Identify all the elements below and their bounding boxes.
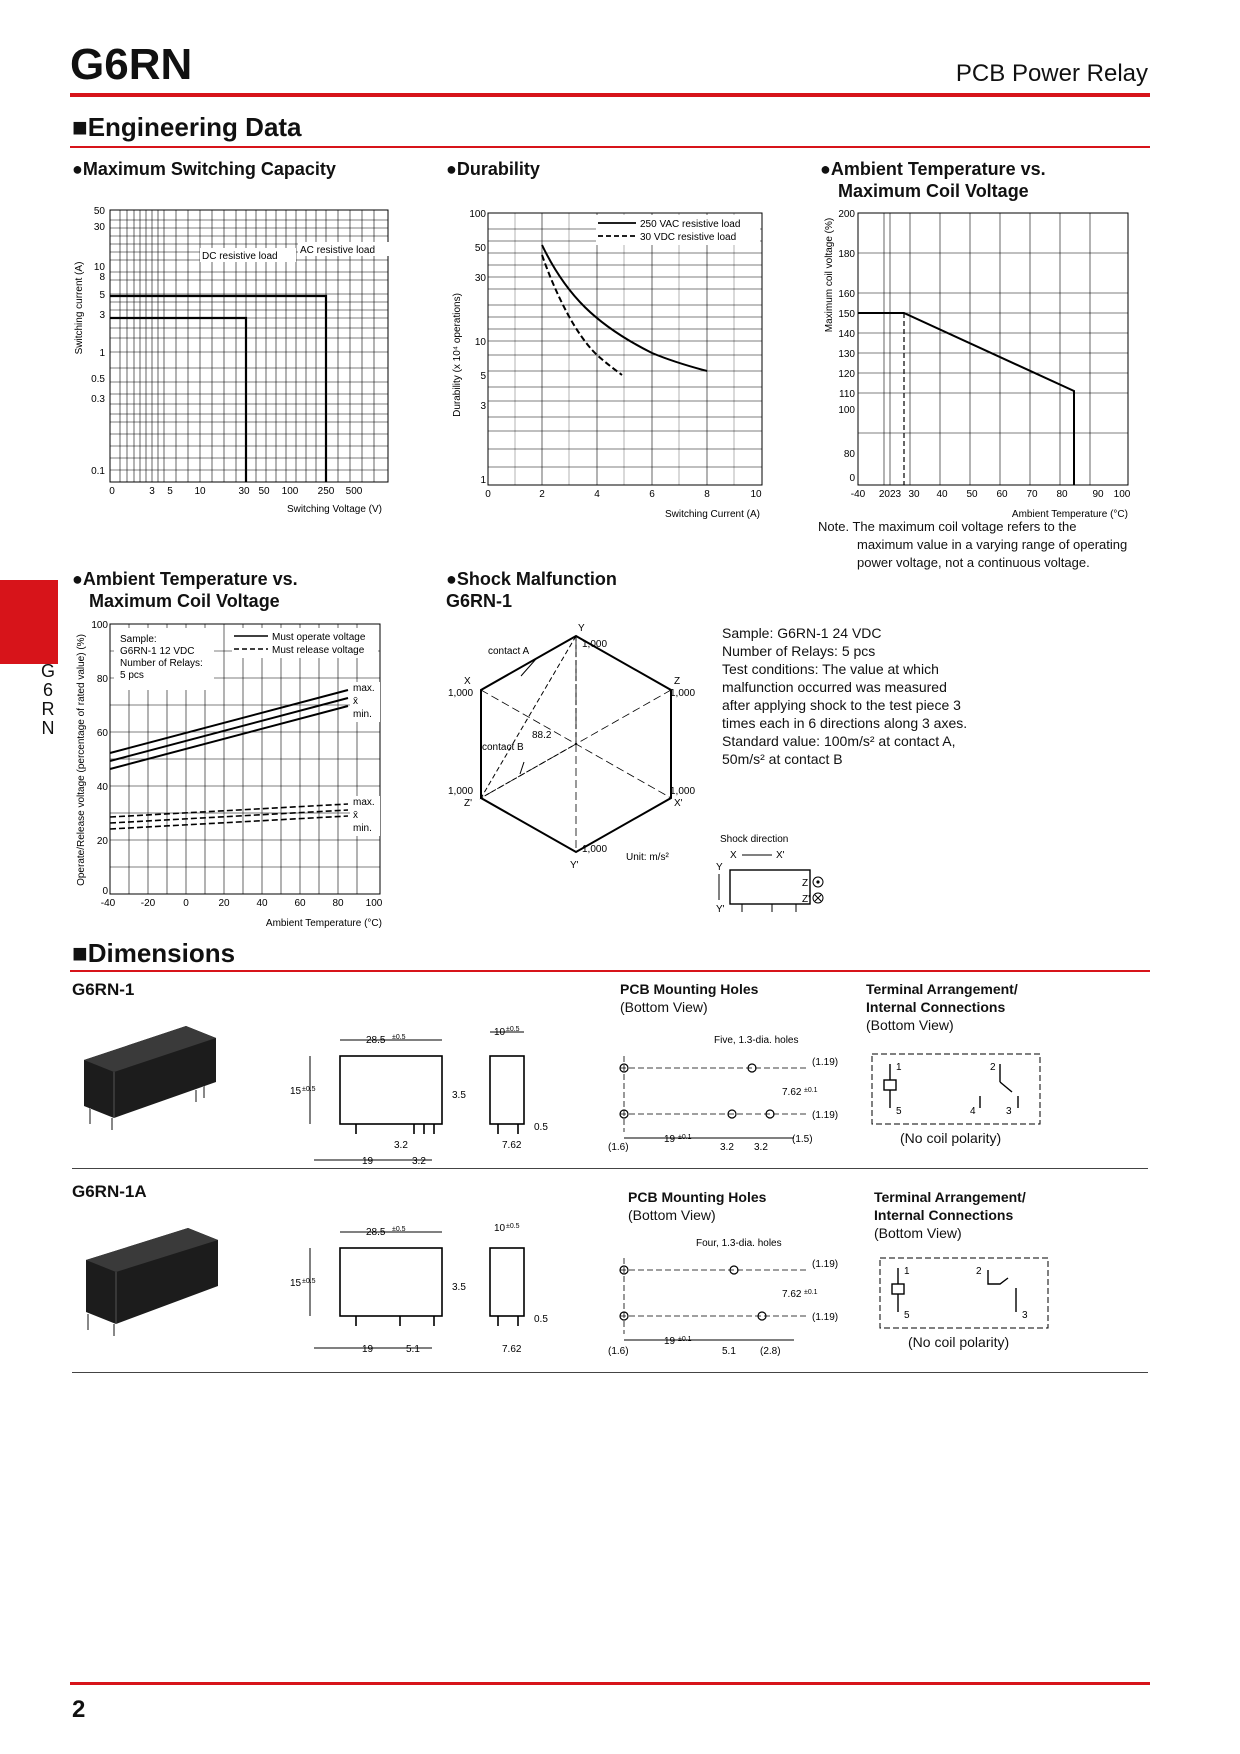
- x-tick: 60: [294, 898, 306, 909]
- side-tab-letters: [38, 662, 58, 738]
- x-ticks: [851, 489, 1131, 500]
- y-ticks: [91, 620, 108, 897]
- y-tick: 60: [96, 728, 108, 739]
- operate-lines: [110, 690, 348, 769]
- g6rn1a-pcb-title: [628, 1188, 766, 1224]
- g6rn1-photo: [76, 1020, 226, 1130]
- pcb-title: PCB Mounting Holes: [628, 1189, 767, 1205]
- axis-z: Z: [674, 676, 681, 687]
- y-tick: 1: [99, 348, 105, 359]
- y-tick: 80: [843, 449, 855, 460]
- x-label: Ambient Temperature (°C): [265, 918, 382, 929]
- pin-2: 2: [976, 1266, 982, 1277]
- ambient1-title: [820, 158, 1046, 202]
- dim-tol: ±0.5: [506, 1223, 520, 1230]
- rel-max: max.: [353, 797, 375, 808]
- dim-tol: ±0.5: [506, 1026, 520, 1033]
- y-tick: 3: [480, 401, 486, 412]
- y-tick: 160: [838, 289, 855, 300]
- ambient2-chart: [72, 620, 402, 940]
- y-tick: 110: [839, 389, 855, 400]
- op-max: max.: [353, 683, 375, 694]
- x-tick: 40: [936, 489, 948, 500]
- dim-19: 19: [664, 1134, 676, 1145]
- unit-label: Unit: m/s²: [626, 852, 669, 863]
- g6rn1a-terminal-diagram: [876, 1254, 1056, 1334]
- capacity-curves: [110, 296, 326, 482]
- shock-diagram: [446, 614, 716, 884]
- axis-y: Y: [578, 623, 585, 634]
- desc-line: times each in 6 directions along 3 axes.: [722, 715, 968, 731]
- x-tick: 250: [317, 486, 335, 497]
- pcb-title: PCB Mounting Holes: [620, 981, 759, 997]
- relay-side-view: [340, 1056, 442, 1124]
- sample-line: Sample:: [120, 634, 157, 645]
- x-tick: 10: [194, 486, 206, 497]
- g6rn1a-photo: [80, 1224, 230, 1336]
- term-sub: (Bottom View): [866, 1017, 954, 1033]
- y-tick: 180: [838, 249, 855, 260]
- pin-4: 4: [970, 1106, 976, 1117]
- x-tick: 100: [281, 486, 299, 497]
- grid: [488, 213, 762, 485]
- dim-762: 7.62: [502, 1344, 522, 1355]
- dim-height: 15: [290, 1278, 302, 1289]
- dim-19: 19: [664, 1336, 676, 1347]
- header-rule: [70, 93, 1150, 97]
- ambient2-title: [72, 568, 298, 612]
- shock-title: [446, 568, 617, 612]
- dim-width: 10: [494, 1223, 506, 1234]
- ambient1-chart: [818, 205, 1148, 521]
- note-line: The maximum coil voltage refers to the: [852, 519, 1077, 534]
- y-tick: 0.5: [91, 374, 105, 385]
- x-tick: 8: [704, 489, 710, 500]
- axis-x: X: [464, 676, 471, 687]
- dim-51: 5.1: [722, 1346, 736, 1357]
- dim-width: 10: [494, 1027, 506, 1038]
- contact-b: contact B: [482, 742, 524, 753]
- pin-3: 3: [1022, 1310, 1028, 1321]
- x-tick: 2023: [878, 489, 902, 500]
- y-tick: 100: [838, 405, 855, 416]
- value-88: 88.2: [532, 730, 552, 741]
- dim-tol01: ±0.1: [678, 1134, 692, 1141]
- model-title: G6RN: [70, 40, 193, 89]
- legend-release: Must release voltage: [272, 645, 365, 656]
- relay-end-view: [490, 1056, 524, 1124]
- dim-119-top: (1.19): [812, 1259, 838, 1270]
- ac-label: AC resistive load: [300, 245, 376, 256]
- ambient1-title-line2: Maximum Coil Voltage: [838, 181, 1029, 201]
- holes-note: Five, 1.3-dia. holes: [714, 1035, 799, 1046]
- legend-30vdc: 30 VDC resistive load: [640, 232, 737, 243]
- g6rn1a-pcb-holes: [608, 1236, 838, 1362]
- holes-note: Four, 1.3-dia. holes: [696, 1238, 782, 1249]
- pin-2: 2: [990, 1062, 996, 1073]
- x-tick: 5: [167, 486, 173, 497]
- sample-line: 5 pcs: [120, 670, 144, 681]
- dim-51: 5.1: [406, 1344, 420, 1355]
- x-tick: 4: [594, 489, 600, 500]
- op-min: min.: [353, 709, 372, 720]
- g6rn1-dimension-drawing: [290, 1018, 590, 1168]
- sample-line: Number of Relays:: [120, 658, 203, 669]
- max-switching-chart: [72, 198, 402, 518]
- pin-5: 5: [896, 1106, 902, 1117]
- y-tick: 30: [93, 222, 105, 233]
- rel-min: min.: [353, 823, 372, 834]
- y-tick: 100: [91, 620, 108, 631]
- x-ticks: [485, 489, 762, 500]
- shock-title-line1: ●Shock Malfunction: [446, 569, 617, 589]
- dim-05: 0.5: [534, 1122, 548, 1133]
- dir-z: Z: [802, 878, 809, 889]
- y-ticks: [91, 206, 105, 477]
- side-tab-letter: R: [41, 699, 55, 719]
- y-tick: 8: [99, 272, 105, 283]
- term-sub: (Bottom View): [874, 1225, 962, 1241]
- dimensions-rule: [70, 970, 1150, 972]
- x-tick: 30: [908, 489, 920, 500]
- rel-avg: x̄: [353, 810, 358, 821]
- g6rn1a-polarity: (No coil polarity): [908, 1334, 1010, 1350]
- x-tick: 10: [750, 489, 762, 500]
- op-avg: x̄: [353, 696, 358, 707]
- x-tick: 100: [1113, 489, 1131, 500]
- desc-line: Number of Relays: 5 pcs: [722, 643, 876, 659]
- x-ticks: [109, 486, 363, 497]
- desc-line: malfunction occurred was measured: [722, 679, 947, 695]
- y-tick: 5: [480, 371, 486, 382]
- dir-y: Y: [716, 862, 723, 873]
- voltage-curve: [858, 313, 1074, 485]
- release-lines: [110, 804, 348, 829]
- note-label: Note.: [818, 519, 850, 534]
- product-title: PCB Power Relay: [955, 60, 1148, 87]
- y-tick: 5: [99, 290, 105, 301]
- y-tick: 200: [838, 209, 855, 220]
- pin-3: 3: [1006, 1106, 1012, 1117]
- dim-tol: ±0.5: [302, 1086, 316, 1093]
- y-label: Switching current (A): [74, 261, 85, 355]
- curve-250vac: [542, 245, 707, 371]
- dim-19: 19: [362, 1156, 374, 1167]
- engineering-rule: [70, 146, 1150, 148]
- pin-1: 1: [896, 1062, 902, 1073]
- dim-height: 15: [290, 1086, 302, 1097]
- x-tick: 80: [1056, 489, 1068, 500]
- dim-16: (1.6): [608, 1142, 629, 1153]
- pin-1: 1: [904, 1266, 910, 1277]
- x-tick: 0: [183, 898, 189, 909]
- side-tab-letter: G: [40, 661, 55, 681]
- g6rn1-pcb-holes: [608, 1032, 838, 1160]
- g6rn1a-dimension-drawing: [290, 1220, 590, 1360]
- y-tick: 80: [96, 674, 108, 685]
- axis-z2: Z': [464, 798, 473, 809]
- side-tab-letter: 6: [42, 680, 53, 700]
- term-title2: Internal Connections: [874, 1207, 1014, 1223]
- desc-line: after applying shock to the test piece 3: [722, 697, 961, 713]
- dir-x2: X': [776, 850, 785, 861]
- g6rn1a-terminal-title: [874, 1188, 1026, 1242]
- x-tick: -40: [100, 898, 116, 909]
- y-tick: 0.1: [91, 466, 105, 477]
- x-tick: 50: [258, 486, 270, 497]
- x-tick: 2: [539, 489, 545, 500]
- dim-119-top: (1.19): [812, 1057, 838, 1068]
- legend-operate: Must operate voltage: [272, 632, 366, 643]
- dir-y2: Y': [716, 904, 725, 915]
- g6rn1-terminal-diagram: [868, 1050, 1048, 1130]
- x-tick: 80: [332, 898, 344, 909]
- val-1000-lower-right: 1,000: [670, 786, 696, 797]
- dim-tol: ±0.5: [392, 1034, 406, 1041]
- dim-length: 28.5: [366, 1035, 386, 1046]
- y-tick: 140: [838, 329, 855, 340]
- x-tick: 30: [238, 486, 250, 497]
- desc-line: 50m/s² at contact B: [722, 751, 843, 767]
- dim-pin: 3.5: [452, 1282, 466, 1293]
- x-tick: 60: [996, 489, 1008, 500]
- y-ticks: [469, 209, 486, 486]
- term-title1: Terminal Arrangement/: [874, 1189, 1026, 1205]
- val-1000-bottom: 1,000: [582, 844, 608, 855]
- dim-32b: 3.2: [754, 1142, 768, 1153]
- dim-762: 7.62: [782, 1289, 802, 1300]
- relay-outline: [730, 870, 810, 904]
- x-tick: 0: [485, 489, 491, 500]
- dim-pin: 3.5: [452, 1090, 466, 1101]
- dim-32a: 3.2: [720, 1142, 734, 1153]
- sample-line: G6RN-1 12 VDC: [120, 646, 195, 657]
- dimensions-title: ■Dimensions: [72, 938, 236, 968]
- desc-line: Sample: G6RN-1 24 VDC: [722, 625, 882, 641]
- y-tick: 10: [474, 337, 486, 348]
- dim-tol01: ±0.1: [804, 1087, 818, 1094]
- y-label: Operate/Release voltage (percentage of rated value) (%): [76, 634, 87, 886]
- dim-119-bottom: (1.19): [812, 1312, 838, 1323]
- x-tick: 50: [966, 489, 978, 500]
- curve-30vdc: [542, 255, 622, 375]
- y-tick: 50: [474, 243, 486, 254]
- dim-762: 7.62: [782, 1087, 802, 1098]
- dim-119-bottom: (1.19): [812, 1110, 838, 1121]
- y-tick: 30: [474, 273, 486, 284]
- desc-line: Standard value: 100m/s² at contact A,: [722, 733, 956, 749]
- y-tick: 120: [838, 369, 855, 380]
- x-tick: 0: [109, 486, 115, 497]
- side-tab: [0, 580, 58, 664]
- x-tick: 3: [149, 486, 155, 497]
- axis-y2: Y': [570, 860, 579, 871]
- x-tick: -20: [140, 898, 156, 909]
- y-tick: 130: [838, 349, 855, 360]
- y-tick: 20: [96, 836, 108, 847]
- x-label: Switching Voltage (V): [286, 504, 382, 515]
- shock-title-line2: G6RN-1: [446, 591, 513, 611]
- legend-250vac: 250 VAC resistive load: [640, 219, 741, 230]
- g6rn1-pcb-title: [620, 980, 758, 1016]
- divider: [72, 1168, 1148, 1169]
- max-switching-title: ●Maximum Switching Capacity: [72, 159, 336, 179]
- y-tick: 0.3: [91, 394, 105, 405]
- x-label: Switching Current (A): [664, 509, 760, 520]
- y-ticks: [838, 209, 855, 484]
- g6rn1a-model: G6RN-1A: [72, 1182, 147, 1201]
- g6rn1-model: G6RN-1: [72, 980, 135, 999]
- g6rn1-terminal-title: [866, 980, 1018, 1034]
- dim-15: (1.5): [792, 1134, 813, 1145]
- ambient-note: [818, 518, 1148, 572]
- y-tick: 0: [849, 473, 855, 484]
- x-tick: 6: [649, 489, 655, 500]
- y-tick: 10: [93, 262, 105, 273]
- y-tick: 150: [838, 309, 855, 320]
- dim-05: 0.5: [534, 1314, 548, 1325]
- note-line: power voltage, not a continuous voltage.: [857, 555, 1090, 570]
- desc-line: Test conditions: The value at which: [722, 661, 939, 677]
- x-tick: -40: [850, 489, 866, 500]
- pin-5: 5: [904, 1310, 910, 1321]
- x-tick: 90: [1092, 489, 1104, 500]
- y-tick: 0: [102, 886, 108, 897]
- y-label: Durability (x 10⁴ operations): [452, 293, 463, 417]
- y-tick: 100: [469, 209, 486, 220]
- footer-rule: [70, 1682, 1150, 1685]
- dim-16: (1.6): [608, 1346, 629, 1357]
- contact-a: contact A: [488, 646, 530, 657]
- dim-tol: ±0.5: [392, 1226, 406, 1233]
- val-1000-right: 1,000: [670, 688, 696, 699]
- g6rn1-polarity: (No coil polarity): [900, 1130, 1002, 1146]
- x-tick: 500: [345, 486, 363, 497]
- shock-direction-diagram: [716, 830, 846, 916]
- x-ticks: [101, 898, 383, 909]
- y-label: Maximum coil voltage (%): [824, 217, 835, 333]
- dim-32: 3.2: [394, 1140, 408, 1151]
- y-tick: 50: [93, 206, 105, 217]
- durability-chart: [446, 205, 776, 525]
- dir-x: X: [730, 850, 737, 861]
- durability-title: ●Durability: [446, 159, 540, 179]
- y-tick: 3: [99, 310, 105, 321]
- page-number: 2: [72, 1696, 86, 1723]
- shock-direction-label: Shock direction: [720, 834, 789, 845]
- dim-28: (2.8): [760, 1346, 781, 1357]
- x-label: Ambient Temperature (°C): [1011, 509, 1128, 520]
- x-tick: 40: [256, 898, 268, 909]
- divider: [72, 1372, 1148, 1373]
- engineering-title: ■Engineering Data: [72, 112, 302, 142]
- y-tick: 1: [480, 475, 486, 486]
- dim-length: 28.5: [366, 1227, 386, 1238]
- dim-tol: ±0.5: [302, 1278, 316, 1285]
- val-1000-top: 1,000: [582, 639, 608, 650]
- grid: [858, 213, 1128, 485]
- x-tick: 100: [365, 898, 383, 909]
- ambient2-title-line1: ●Ambient Temperature vs.: [72, 569, 298, 589]
- dim-tol01: ±0.1: [678, 1336, 692, 1343]
- side-tab-letter: N: [41, 718, 55, 738]
- dim-32b: 3.2: [412, 1156, 426, 1167]
- ambient1-title-line1: ●Ambient Temperature vs.: [820, 159, 1046, 179]
- val-1000-left: 1,000: [448, 688, 474, 699]
- term-title2: Internal Connections: [866, 999, 1006, 1015]
- axis-x2: X': [674, 798, 683, 809]
- pcb-sub: (Bottom View): [620, 999, 708, 1015]
- note-line: maximum value in a varying range of operating: [857, 537, 1128, 552]
- x-tick: 20: [218, 898, 230, 909]
- val-1000-lower-left: 1,000: [448, 786, 474, 797]
- dim-19: 19: [362, 1344, 374, 1355]
- ambient2-title-line2: Maximum Coil Voltage: [89, 591, 280, 611]
- dir-z2: Z': [802, 894, 811, 905]
- dim-tol01: ±0.1: [804, 1289, 818, 1296]
- pcb-sub: (Bottom View): [628, 1207, 716, 1223]
- x-tick: 70: [1026, 489, 1038, 500]
- term-title1: Terminal Arrangement/: [866, 981, 1018, 997]
- dc-label: DC resistive load: [202, 251, 278, 262]
- dim-762: 7.62: [502, 1140, 522, 1151]
- shock-description: [722, 624, 1152, 768]
- y-tick: 40: [96, 782, 108, 793]
